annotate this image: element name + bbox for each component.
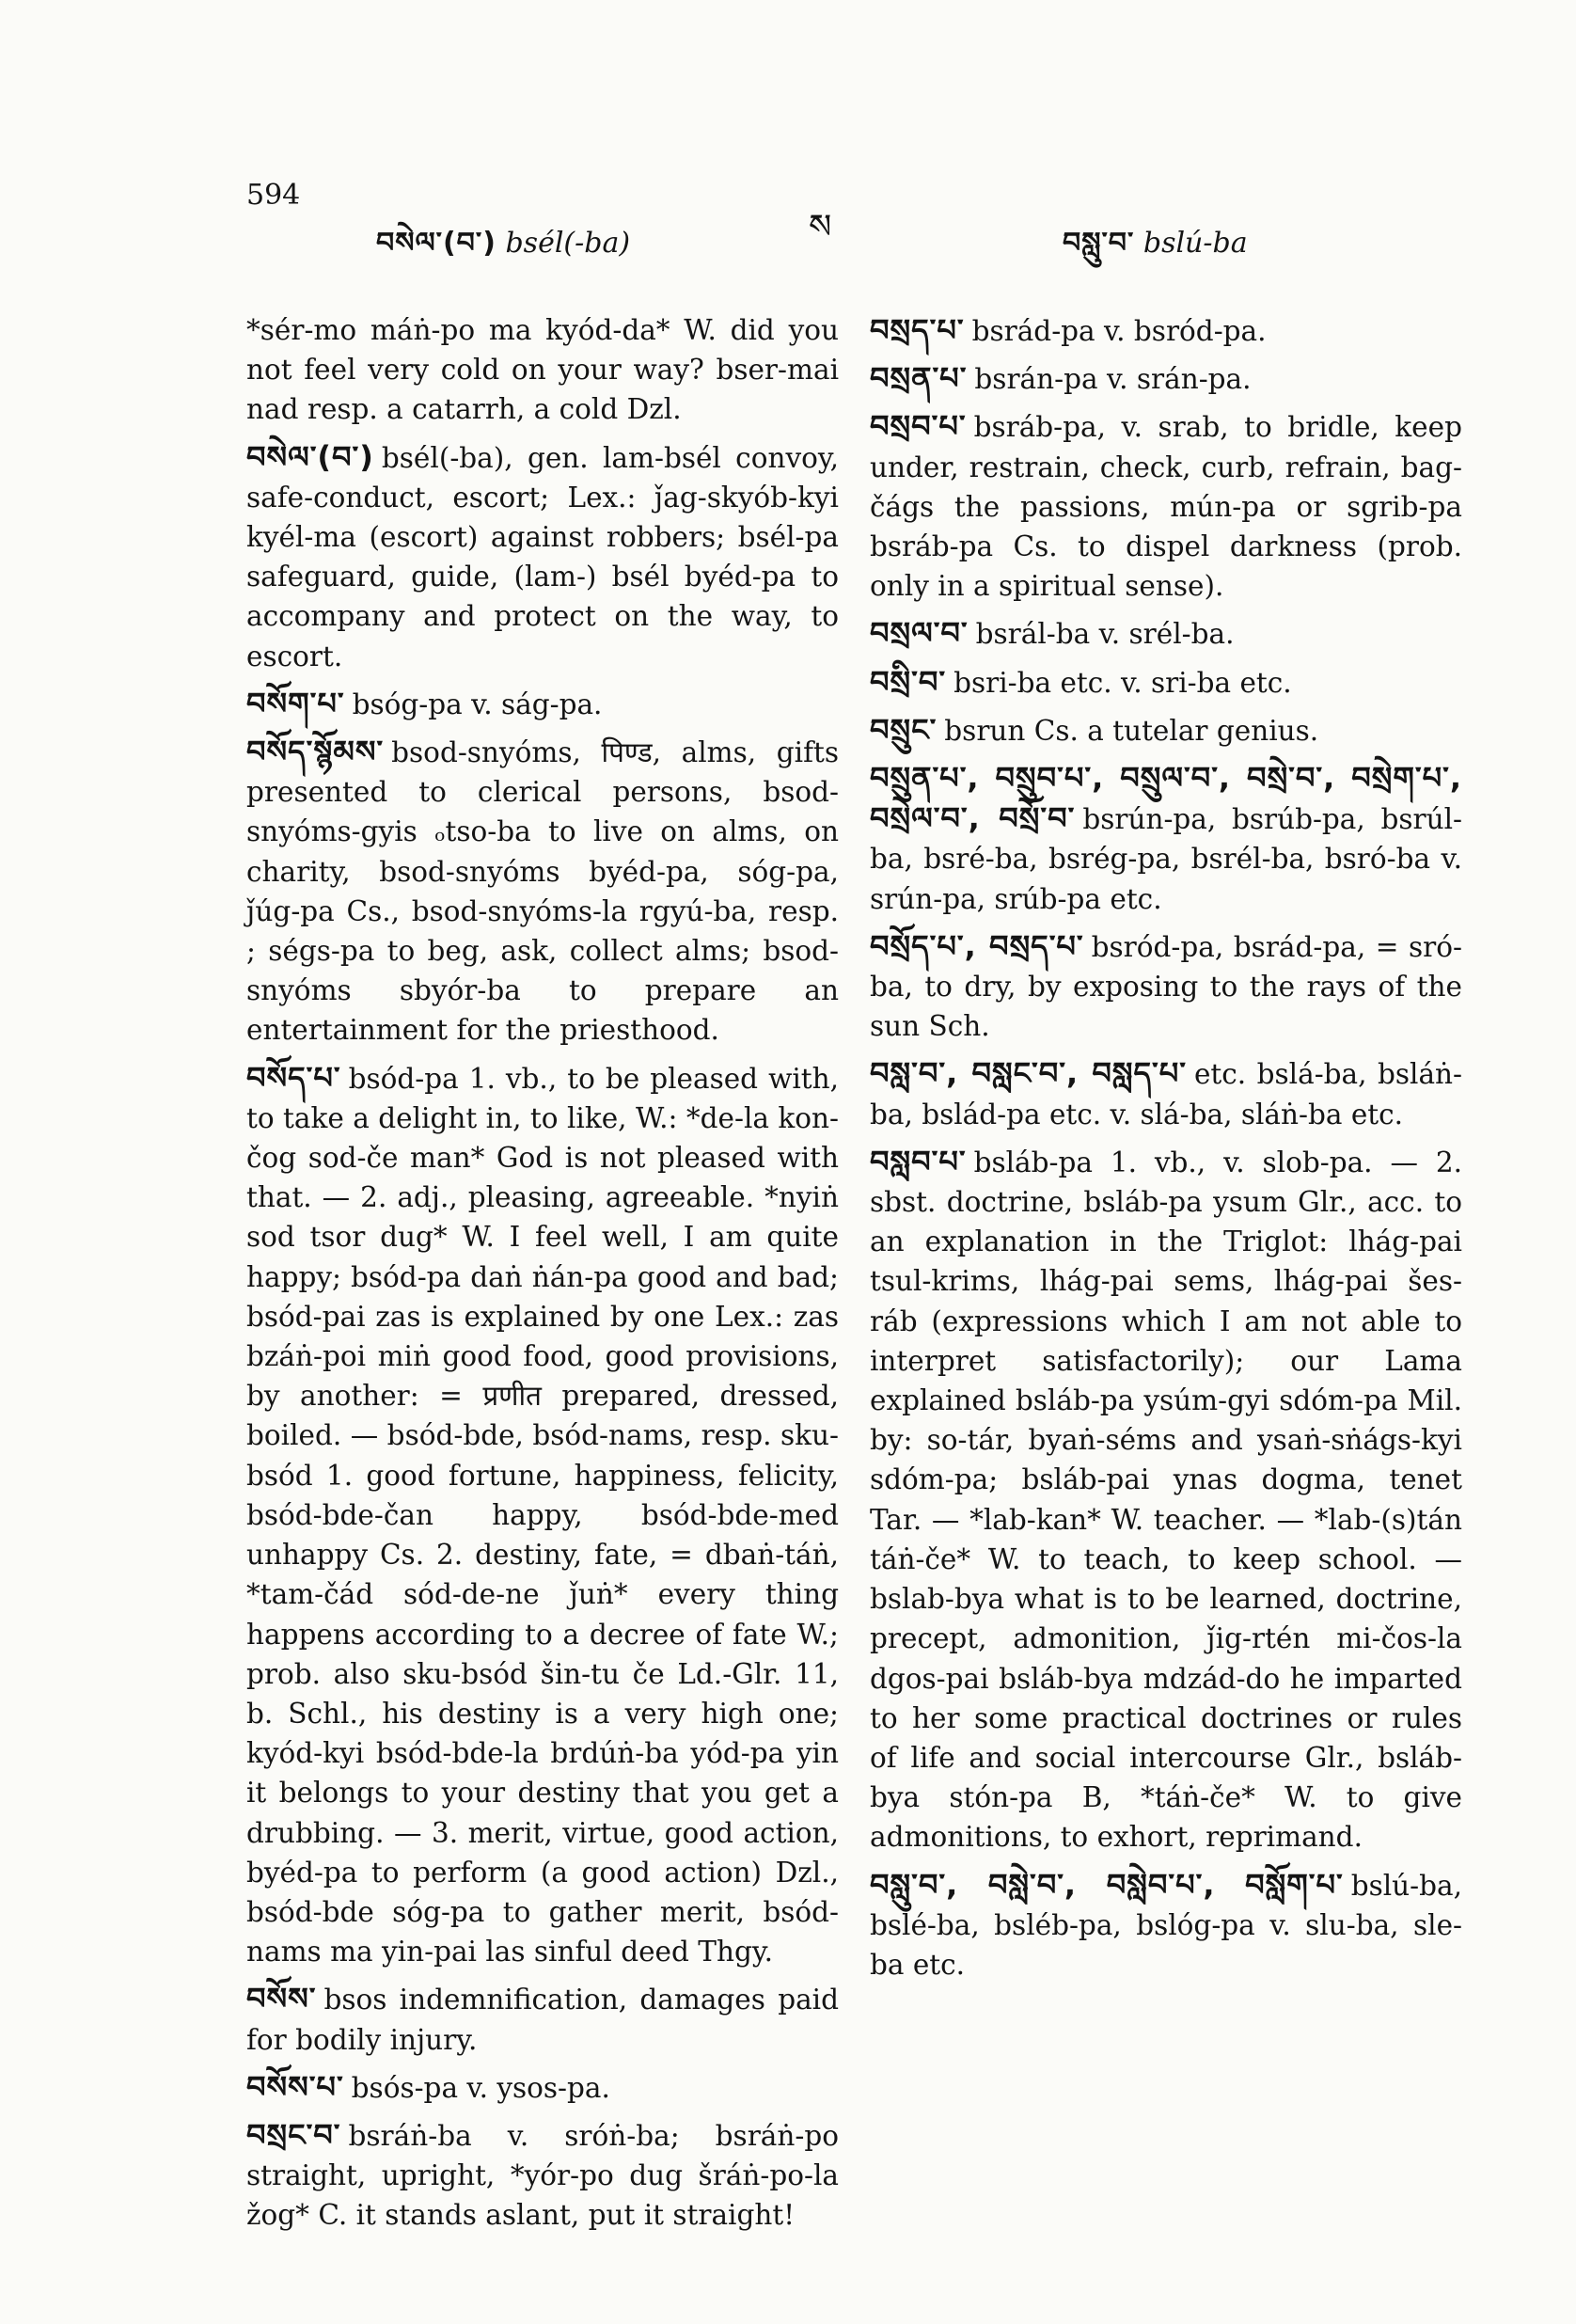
entry-tibetan: བསླ་བ་, བསླང་བ་, བསླད་པ་ [870,1055,1187,1092]
entry-text: bsós-pa v. ysos-pa. [351,2071,610,2104]
entry-text: bsráb-pa, v. srab, to bridle, keep under, restrain, check, curb, refrain, bag-čágs the passions, mún-pa or sgrib-pa bsráb-pa Cs. to dispel darkness (prob. only in a spiritual sense). [870,411,1462,603]
entry-text: bsod-snyóms, पिण्ड, alms, gifts presented to clerical persons, bsod-snyóms-gyis ₒtso-ba to live on alms, on charity, bsod-snyóms byéd-pa, sóg-pa, ǰúg-pa Cs., bsod-snyóms-la rgyú-ba, resp. ; ségs-pa to beg, ask, collect alms; bsod-snyóms sbyór-ba to prepare an entertainment for the priesthood. [246,736,839,1047]
dictionary-entry [246,2115,839,2236]
dictionary-entry [870,310,1462,351]
dictionary-entry [246,437,839,676]
left-column [246,310,839,2243]
entry-text: bsrún-pa, bsrúb-pa, bsrúl-ba, bsré-ba, bsrég-pa, bsrél-ba, bsró-ba v. srún-pa, srúb-pa etc. [870,803,1462,915]
entry-tibetan: བསྲུང་ [870,711,938,748]
dictionary-entry [246,684,839,724]
entry-text: bsrál-ba v. srél-ba. [975,618,1235,651]
entry-text: bsráṅ-ba v. sróṅ-ba; bsráṅ-po straight, upright, *yór-po dug šráṅ-po-la žog* C. it stands aslant, put it straight! [246,2119,839,2232]
entry-text: bsód-pa 1. vb., to be pleased with, to take a delight in, to like, W.: *de-la kon-čog sod-če man* God is not pleased with that. — 2. adj., pleasing, agreeable. *nyiṅ sod tsor dug* W. I feel well, I am quite happy; bsód-pa daṅ ṅán-pa good and bad; bsód-pai zas is explained by one Lex.: zas bzáṅ-poi miṅ good food, good provisions, by another: = प्रणीत prepared, dressed, boiled. — bsód-bde, bsód-nams, resp. sku-bsód 1. good fortune, happiness, felicity, bsód-bde-čan happy, bsód-bde-med unhappy Cs. 2. destiny, fate, = dbaṅ-táṅ, *tam-čád sód-de-ne ǰuṅ* every thing happens according to a decree of fate W.; prob. also sku-bsód šin-tu če Ld.-Glr. 11, b. Schl., his destiny is a very high one; kyód-kyi bsód-bde-la brdúṅ-ba yód-pa yin it belongs to your destiny that you get a drubbing. — 3. merit, virtue, good action, byéd-pa to perform (a good action) Dzl., bsód-bde sóg-pa to gather merit, bsód-nams ma yin-pai las sinful deed Thgy. [246,1062,839,1968]
entry-text: bslú-ba, bslé-ba, bsléb-pa, bslóg-pa v. slu-ba, sle-ba etc. [870,1869,1462,1981]
dictionary-entry [246,1979,839,2059]
entry-tibetan: བསྲབ་པ་ [870,408,967,445]
entry-tibetan: བསླུ་བ་, བསླེ་བ་, བསླེབ་པ་, བསློག་པ་ [870,1866,1344,1903]
right-headword-tibetan: བསླུ་བ་ [1063,227,1135,260]
entry-text: bsél(-ba), gen. lam-bsél convoy, safe-conduct, escort; Lex.: ǰag-skyób-kyi kyél-ma (escort) against robbers; bsél-pa safeguard, guide, (lam-) bsél byéd-pa to accompany and protect on the way, to escort. [246,441,839,672]
entry-text: bsrun Cs. a tutelar genius. [944,714,1319,747]
dictionary-entry [246,310,839,430]
left-headword-translit: bsél(-ba) [505,227,631,260]
entry-tibetan: བསེལ་(བ་) [246,438,374,475]
dictionary-entry [870,662,1462,703]
entry-tibetan: བསོས་ [246,1981,317,2017]
entry-text: bsóg-pa v. ság-pa. [352,688,603,720]
left-headword-tibetan: བསེལ་(བ་) [376,227,496,260]
dictionary-entry [870,1053,1462,1133]
dictionary-entry [870,613,1462,654]
entry-text: bsri-ba etc. v. sri-ba etc. [953,666,1292,699]
section-letter: ས [809,208,832,246]
entry-text: bsród-pa, bsrád-pa, = sró-ba, to dry, by exposing to the rays of the sun Sch. [870,930,1462,1043]
entry-tibetan: བསོག་པ་ [246,685,345,721]
entry-tibetan: བསྲི་བ་ [870,663,947,700]
entry-tibetan: བསླབ་པ་ [870,1143,967,1179]
entry-tibetan: བསྲན་པ་ [870,360,968,397]
entry-tibetan: བསྲུན་པ་, བསྲུབ་པ་, བསྲུལ་བ་, བསྲེ་བ་, བསྲེག་པ་, བསྲེལ་བ་, བསྲོ་བ་ [870,760,1462,837]
entry-tibetan: བསྲོད་པ་, བསྲད་པ་ [870,927,1084,964]
entry-text: etc. bslá-ba, bsláṅ-ba, bslád-pa etc. v. slá-ba, sláṅ-ba etc. [870,1058,1462,1130]
right-running-head [1063,212,1248,291]
entry-tibetan: བསྲད་པ་ [870,312,965,348]
entry-tibetan: བསྲང་བ་ [246,2116,341,2153]
left-running-head [376,212,630,291]
right-headword-translit: bslú-ba [1143,227,1248,260]
entry-text: bsláb-pa 1. vb., v. slob-pa. — 2. sbst. doctrine, bsláb-pa ysum Glr., acc. to an explanation in the Triglot: lhág-pai tsul-krims, lhág-pai sems, lhág-pai šes-ráb (expressions which I am not able to interpret satisfactorily); our Lama explained bsláb-pa ysúm-gyi sdóm-pa Mil. by: so-tár, byaṅ-séms and ysaṅ-sṅágs-kyi sdóm-pa; bsláb-pai ynas dogma, tenet Tar. — *lab-kan* W. teacher. — *lab-(s)tán táṅ-če* W. to teach, to keep school. — bslab-bya what is to be learned, doctrine, precept, admonition, ǰig-rtén mi-čos-la dgos-pai bsláb-bya mdzád-do he imparted to her some practical doctrines or rules of life and social intercourse Glr., bsláb-bya stón-pa B, *táṅ-če* W. to give admonitions, to exhort, reprimand. [870,1146,1462,1854]
right-column [870,310,1462,1992]
entry-text: bsrád-pa v. bsród-pa. [971,315,1267,347]
entry-tibetan: བསྲལ་བ་ [870,615,969,652]
dictionary-entry [246,1058,839,1972]
entry-tibetan: བསོད་སྙོམས་ [246,734,385,770]
dictionary-entry [870,358,1462,399]
dictionary-entry [870,406,1462,606]
dictionary-entry [870,758,1462,919]
entry-text: *sér-mo máṅ-po ma kyód-da* W. did you not feel very cold on your way? bser-mai nad resp. a catarrh, a cold Dzl. [246,314,839,426]
dictionary-entry [870,710,1462,751]
entry-text: bsrán-pa v. srán-pa. [974,363,1252,396]
dictionary-entry [870,926,1462,1047]
dictionary-entry [246,732,839,1051]
entry-text: bsos indemnification, damages paid for bodily injury. [246,1984,839,2056]
page-number: 594 [246,179,301,212]
dictionary-entry [246,2067,839,2108]
entry-tibetan: བསོས་པ་ [246,2068,344,2105]
entry-tibetan: བསོད་པ་ [246,1059,341,1096]
dictionary-entry [870,1142,1462,1858]
dictionary-entry [870,1865,1462,1985]
